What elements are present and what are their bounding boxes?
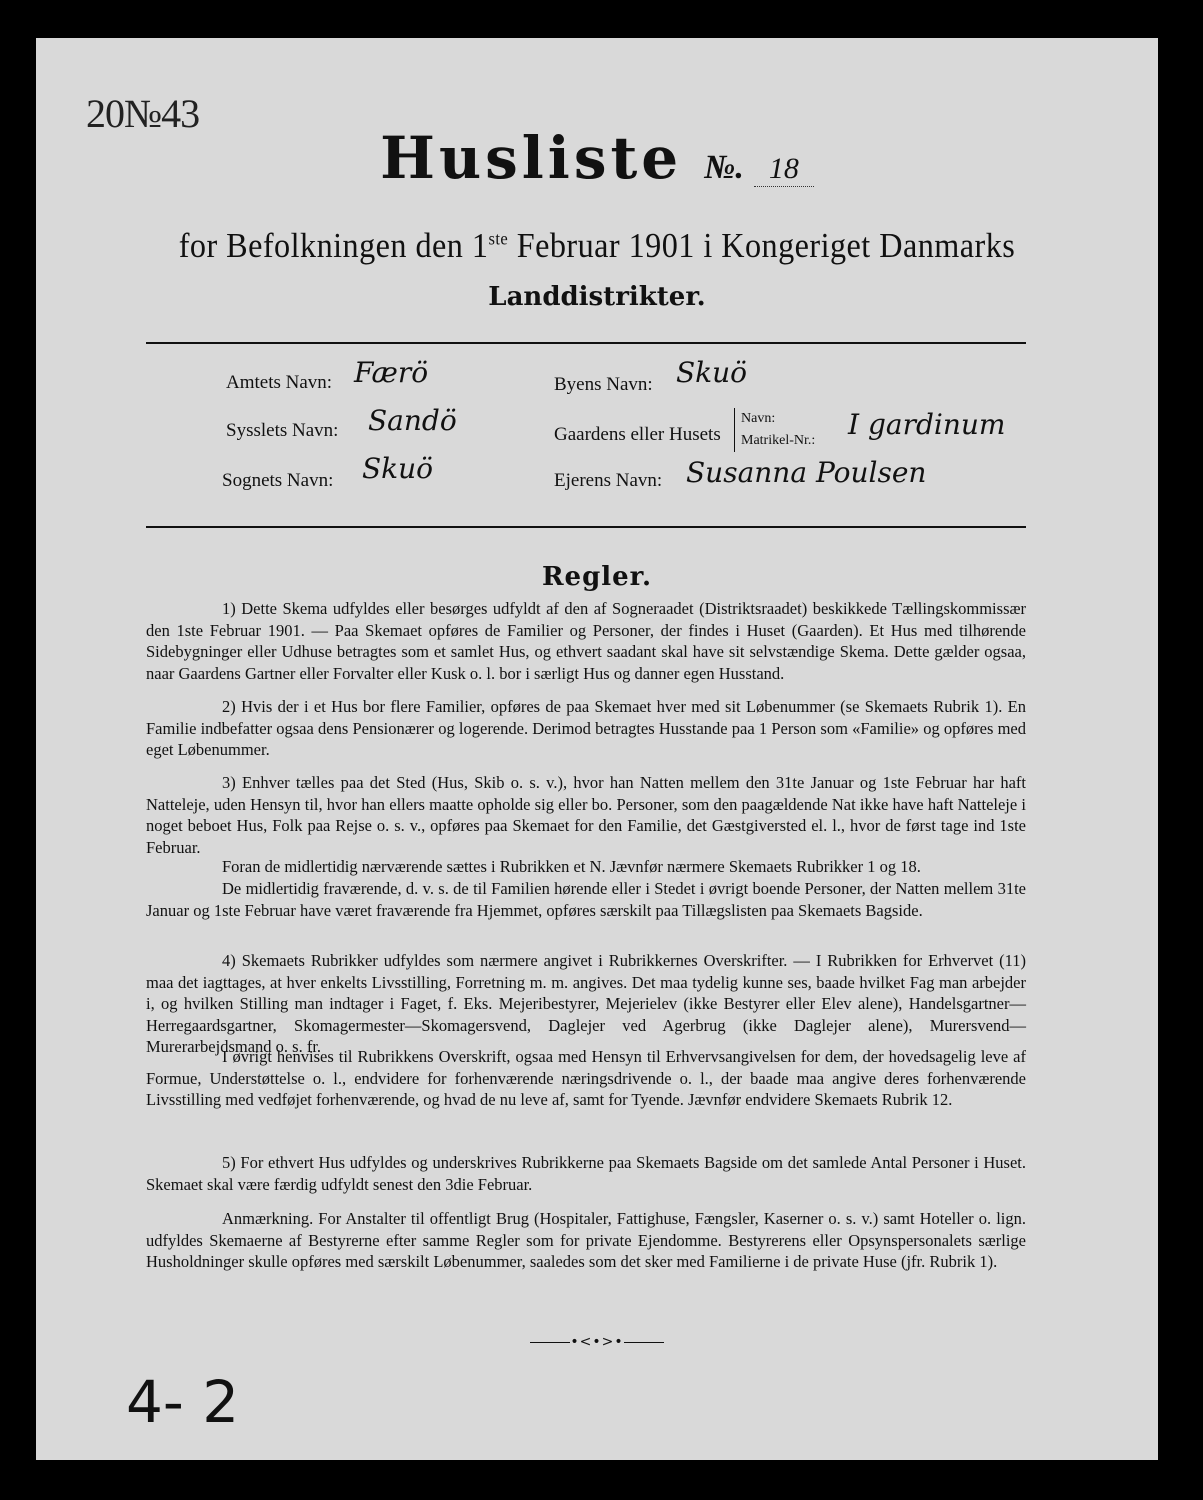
subtitle: [81, 226, 1113, 266]
rule-paragraph: [146, 856, 1026, 878]
rule-2-text: 2) Hvis der i et Hus bor flere Familier, opføres de paa Skemaet hver med sit Løbenummer (se Skemaets Rubrik 1). En Familie indbefatter ogsaa dens Pensionærer og logerende. Derimod betragtes Husstande paa 1 Person som «Familie» og opføres med eget Løbenummer.: [146, 697, 1026, 759]
herred-label: Sysslets Navn:: [226, 420, 339, 441]
district-type: Landdistrikter.: [488, 282, 706, 312]
gaard-matr-label: Matrikel-Nr.:: [741, 433, 816, 448]
rule-3c-text: De midlertidig fraværende, d. v. s. de til Familien hørende eller i Stedet i øvrigt boende Personer, der Natten mellem 31te Januar og 1ste Februar have været fraværende fra Hjemmet, opføres særskilt paa Tillægslisten paa Skemaets Bagside.: [146, 879, 1026, 920]
subtitle-post: Februar 1901 i Kongeriget Danmarks: [508, 226, 1016, 265]
sheet-number: 4- 2: [126, 1368, 240, 1436]
rule-1-text: 1) Dette Skema udfyldes eller besørges udfyldt af den af Sogneraadet (Distriktsraadet) beskikkede Tællingskommissær den 1ste Februar 1901. — Paa Skemaet opføres de Familier og Personer, der findes i Huset (Gaarden). Et Hus med tilhørende Sidebygninger eller Udhuse betragtes som et samlet Hus, og ethvert saadant skal have sit selvstændige Skema. Dette gælder ogsaa, naar Gaardens Gartner eller Forvalter eller Kusk o. l. bor i særligt Hus og danner egen Husstand.: [146, 599, 1026, 683]
rule-paragraph: [146, 598, 1026, 684]
title-row: [36, 124, 1158, 192]
divider-top: [146, 342, 1026, 344]
herred-value: Sandö: [368, 404, 457, 437]
gaard-sublabels: [734, 408, 815, 452]
rule-paragraph: [146, 696, 1026, 761]
amt-value: Færö: [354, 356, 429, 389]
gaard-value: I gardinum: [848, 408, 1006, 441]
gaard-navn-label: Navn:: [741, 411, 776, 426]
rules-heading: Regler.: [541, 562, 653, 592]
rule-paragraph: [146, 950, 1026, 1058]
subtitle-sup: ste: [488, 228, 509, 249]
rule-paragraph: [146, 878, 1026, 921]
annotation-text: Anmærkning. For Anstalter til offentligt Brug (Hospitaler, Fattighuse, Fængsler, Kaserner o. s. v.) samt Hoteller o. lign. udfyldes Skemaerne af Bestyrerne efter samme Regler som for private Ejendomme. Bestyrerens eller Opsynspersonalets særlige Husholdninger skulle opføres med særskilt Løbenummer, saaledes som det sker med Familierne i de private Huse (jfr. Rubrik 1).: [146, 1209, 1026, 1271]
sogn-value: Skuö: [362, 452, 434, 485]
archive-stamp: 20№43: [86, 91, 200, 136]
ornament-divider: [36, 1334, 1158, 1350]
rule-5-text: 5) For ethvert Hus udfyldes og underskrives Rubrikkerne paa Skemaets Bagside om det samlede Antal Personer i Huset. Skemaet skal være færdig udfyldt senest den 3die Februar.: [146, 1153, 1026, 1194]
rule-3-text: 3) Enhver tælles paa det Sted (Hus, Skib o. s. v.), hvor han Natten mellem den 31te Januar og 1ste Februar har haft Natteleje, uden Hensyn til, hvor han ellers maatte opholde sig eller bo. Personer, som den paagældende Nat ikke have haft Natteleje i noget beboet Hus, Folk paa Rejse o. s. v., opføres paa Skemaet for den Familie, det Gæstgiversted el. l., hvor de først tage ind 1ste Februar.: [146, 773, 1026, 857]
rule-paragraph: [146, 1208, 1026, 1273]
census-form-page: [36, 38, 1158, 1460]
gaard-label: Gaardens eller Husets: [554, 424, 721, 445]
ejer-label: Ejerens Navn:: [554, 470, 663, 491]
rule-4-text: 4) Skemaets Rubrikker udfyldes som nærmere angivet i Rubrikkernes Overskrifter. — I Rubrikken for Erhvervet (11) maa det iagttages, at hver enkelts Livsstilling, Forretning m. m. angives. Det maa tydelig kunne ses, baade hvilket Fag man arbejder i, og hvilken Stilling man indtager i Faget, f. Eks. Mejeribestyrer, Mejerielev (ikke Bestyrer eller Elev alene), Handelsgartner—Herregaardsgartner, Skomagermester—Skomagersvend, Daglejer ved Agerbrug (ikke Daglejer alene), Murersvend—Murerarbejdsmand o. s. fr.: [146, 951, 1026, 1056]
rule-paragraph: [146, 1046, 1026, 1111]
ejer-value: Susanna Poulsen: [686, 456, 927, 489]
subtitle-pre: for Befolkningen den 1: [178, 226, 489, 265]
page-title: Husliste: [380, 124, 683, 192]
rule-3b-text: Foran de midlertidig nærværende sættes i Rubrikken et N. Jævnfør nærmere Skemaets Rubrikker 1 og 18.: [222, 857, 921, 876]
ornament-glyph: •<•>•: [570, 1334, 624, 1350]
rule-paragraph: [146, 1152, 1026, 1195]
list-number-value: 18: [754, 152, 814, 187]
divider-bottom: [146, 526, 1026, 528]
sogn-label: Sognets Navn:: [222, 470, 334, 491]
amt-label: Amtets Navn:: [226, 372, 333, 393]
by-label: Byens Navn:: [554, 374, 653, 395]
rule-4b-text: I øvrigt henvises til Rubrikkens Overskrift, ogsaa med Hensyn til Erhvervsangivelsen for dem, der hovedsagelig leve af Formue, Understøttelse o. l., endvidere for forhenværende næringsdrivende o. l., der baade maa angive deres forhenværende Livsstilling med vedføjet forhenværende, og hvad de nu leve af, samt for Tyende. Jævnfør endvidere Skemaets Rubrik 12.: [146, 1047, 1026, 1109]
number-label: №.: [704, 149, 744, 186]
rule-paragraph: [146, 772, 1026, 858]
by-value: Skuö: [676, 356, 748, 389]
